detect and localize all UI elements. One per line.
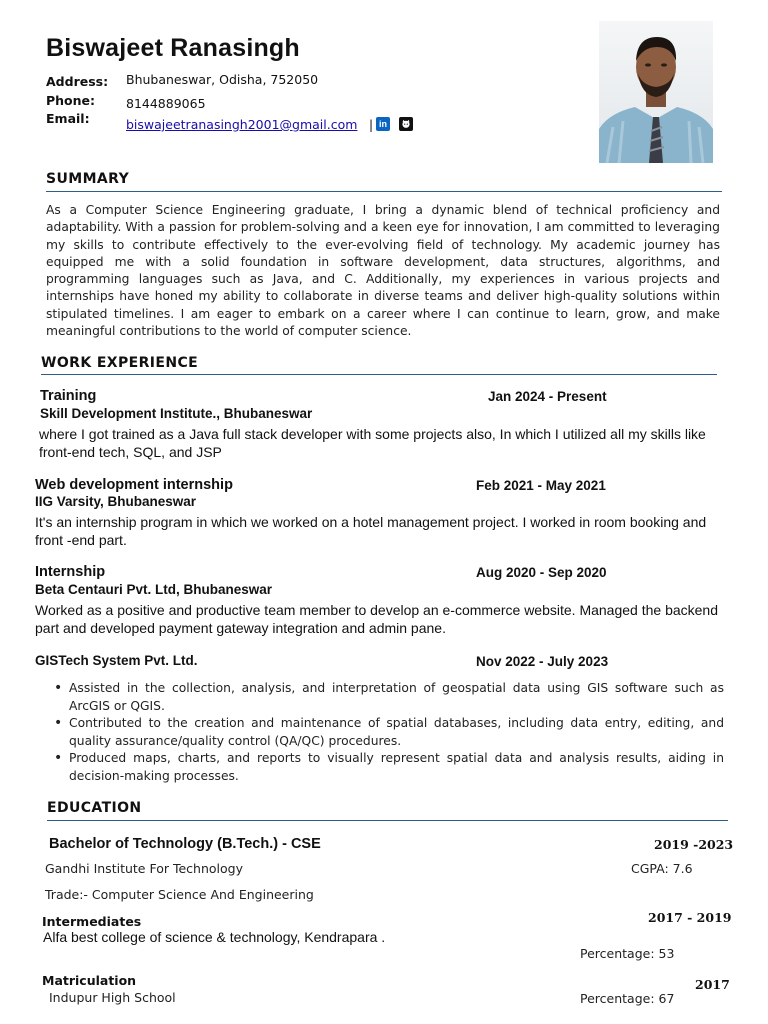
address-label: Address: <box>46 74 109 89</box>
email-label: Email: <box>46 111 90 126</box>
summary-text: As a Computer Science Engineering graduate, I bring a dynamic blend of technical proficiency and adaptability. With a passion for problem-solving and a keen eye for innovation, I am committed to leveraging my skills to contribute effectively to the ever-evolving field of technology. My academic journey has equipped me with a solid foundation in software development, data structures, algorithms, and programming languages such as Java, and C. Additionally, my experiences in various projects and internships have honed my ability to collaborate in diverse teams and deliver high-quality solutions within stipulated timelines. I am eager to embark on a career where I can continue to learn, grow, and make meaningful contributions to the world of computer science. <box>46 203 720 339</box>
candidate-name: Biswajeet Ranasingh <box>46 34 300 62</box>
intermediate-label: Intermediates <box>42 914 142 929</box>
list-item: • Assisted in the collection, analysis, and interpretation of geospatial data using GIS software such as ArcGIS or QGIS. <box>54 680 724 715</box>
intermediate-school: Alfa best college of science & technology, Kendrapara . <box>43 929 386 945</box>
job-title-webdev: Web development internship <box>35 477 233 493</box>
email-link[interactable]: biswajeetranasingh2001@gmail.com <box>126 117 358 132</box>
job-title-gistech: GISTech System Pvt. Ltd. <box>35 653 198 668</box>
job-desc-internship: Worked as a positive and productive team member to develop an e-commerce website. Managed the backend part and developed payment gateway integration and admin pane. <box>35 602 718 636</box>
btech-trade: Trade:- Computer Science And Engineering <box>45 887 314 902</box>
github-icon[interactable] <box>399 117 413 131</box>
btech-years: 2019 -2023 <box>654 837 734 852</box>
matriculation-year: 2017 <box>695 977 730 992</box>
linkedin-icon[interactable] <box>376 117 390 131</box>
job-org-internship: Beta Centauri Pvt. Ltd, Bhubaneswar <box>35 582 273 597</box>
intermediate-percentage: Percentage: 53 <box>580 946 675 961</box>
education-heading: EDUCATION <box>47 800 142 816</box>
job-desc-webdev: It's an internship program in which we worked on a hotel management project. I worked in room booking and front -end part. <box>35 514 707 548</box>
address-value: Bhubaneswar, Odisha, 752050 <box>126 72 319 87</box>
summary-heading: SUMMARY <box>46 171 130 187</box>
job-org-webdev: IIG Varsity, Bhubaneswar <box>35 494 197 509</box>
gistech-bullet-list <box>54 680 724 785</box>
matriculation-school: Indupur High School <box>49 990 176 1005</box>
btech-school: Gandhi Institute For Technology <box>45 861 243 876</box>
job-title-training: Training <box>40 388 97 404</box>
phone-value: 8144889065 <box>126 96 206 111</box>
job-date-gistech: Nov 2022 - July 2023 <box>476 654 609 669</box>
list-item: • Contributed to the creation and maintenance of spatial databases, including data entry, editing, and quality assurance/quality control (QA/QC) procedures. <box>54 715 724 750</box>
profile-photo <box>599 21 713 163</box>
matriculation-label: Matriculation <box>42 973 137 988</box>
list-item: • Produced maps, charts, and reports to visually represent spatial data and analysis results, aiding in decision-making processes. <box>54 750 724 785</box>
matriculation-percentage: Percentage: 67 <box>580 991 675 1006</box>
job-org-training: Skill Development Institute., Bhubaneswar <box>40 406 313 421</box>
work-divider <box>41 374 717 375</box>
phone-label: Phone: <box>46 93 96 108</box>
job-date-webdev: Feb 2021 - May 2021 <box>476 478 606 493</box>
github-glyph <box>401 119 411 129</box>
intermediate-years: 2017 - 2019 <box>648 910 732 925</box>
job-title-internship: Internship <box>35 564 106 580</box>
job-date-internship: Aug 2020 - Sep 2020 <box>476 565 607 580</box>
btech-cgpa: CGPA: 7.6 <box>631 861 693 876</box>
contact-separator: | <box>369 118 374 132</box>
summary-divider <box>46 191 722 192</box>
linkedin-glyph: in <box>379 119 387 129</box>
job-desc-training: where I got trained as a Java full stack developer with some projects also, In which I utilized all my skills like front-end tech, SQL, and JSP <box>39 426 706 460</box>
work-experience-heading: WORK EXPERIENCE <box>41 355 199 371</box>
education-divider <box>47 820 728 821</box>
btech-degree: Bachelor of Technology (B.Tech.) - CSE <box>49 836 321 852</box>
job-date-training: Jan 2024 - Present <box>488 389 607 404</box>
